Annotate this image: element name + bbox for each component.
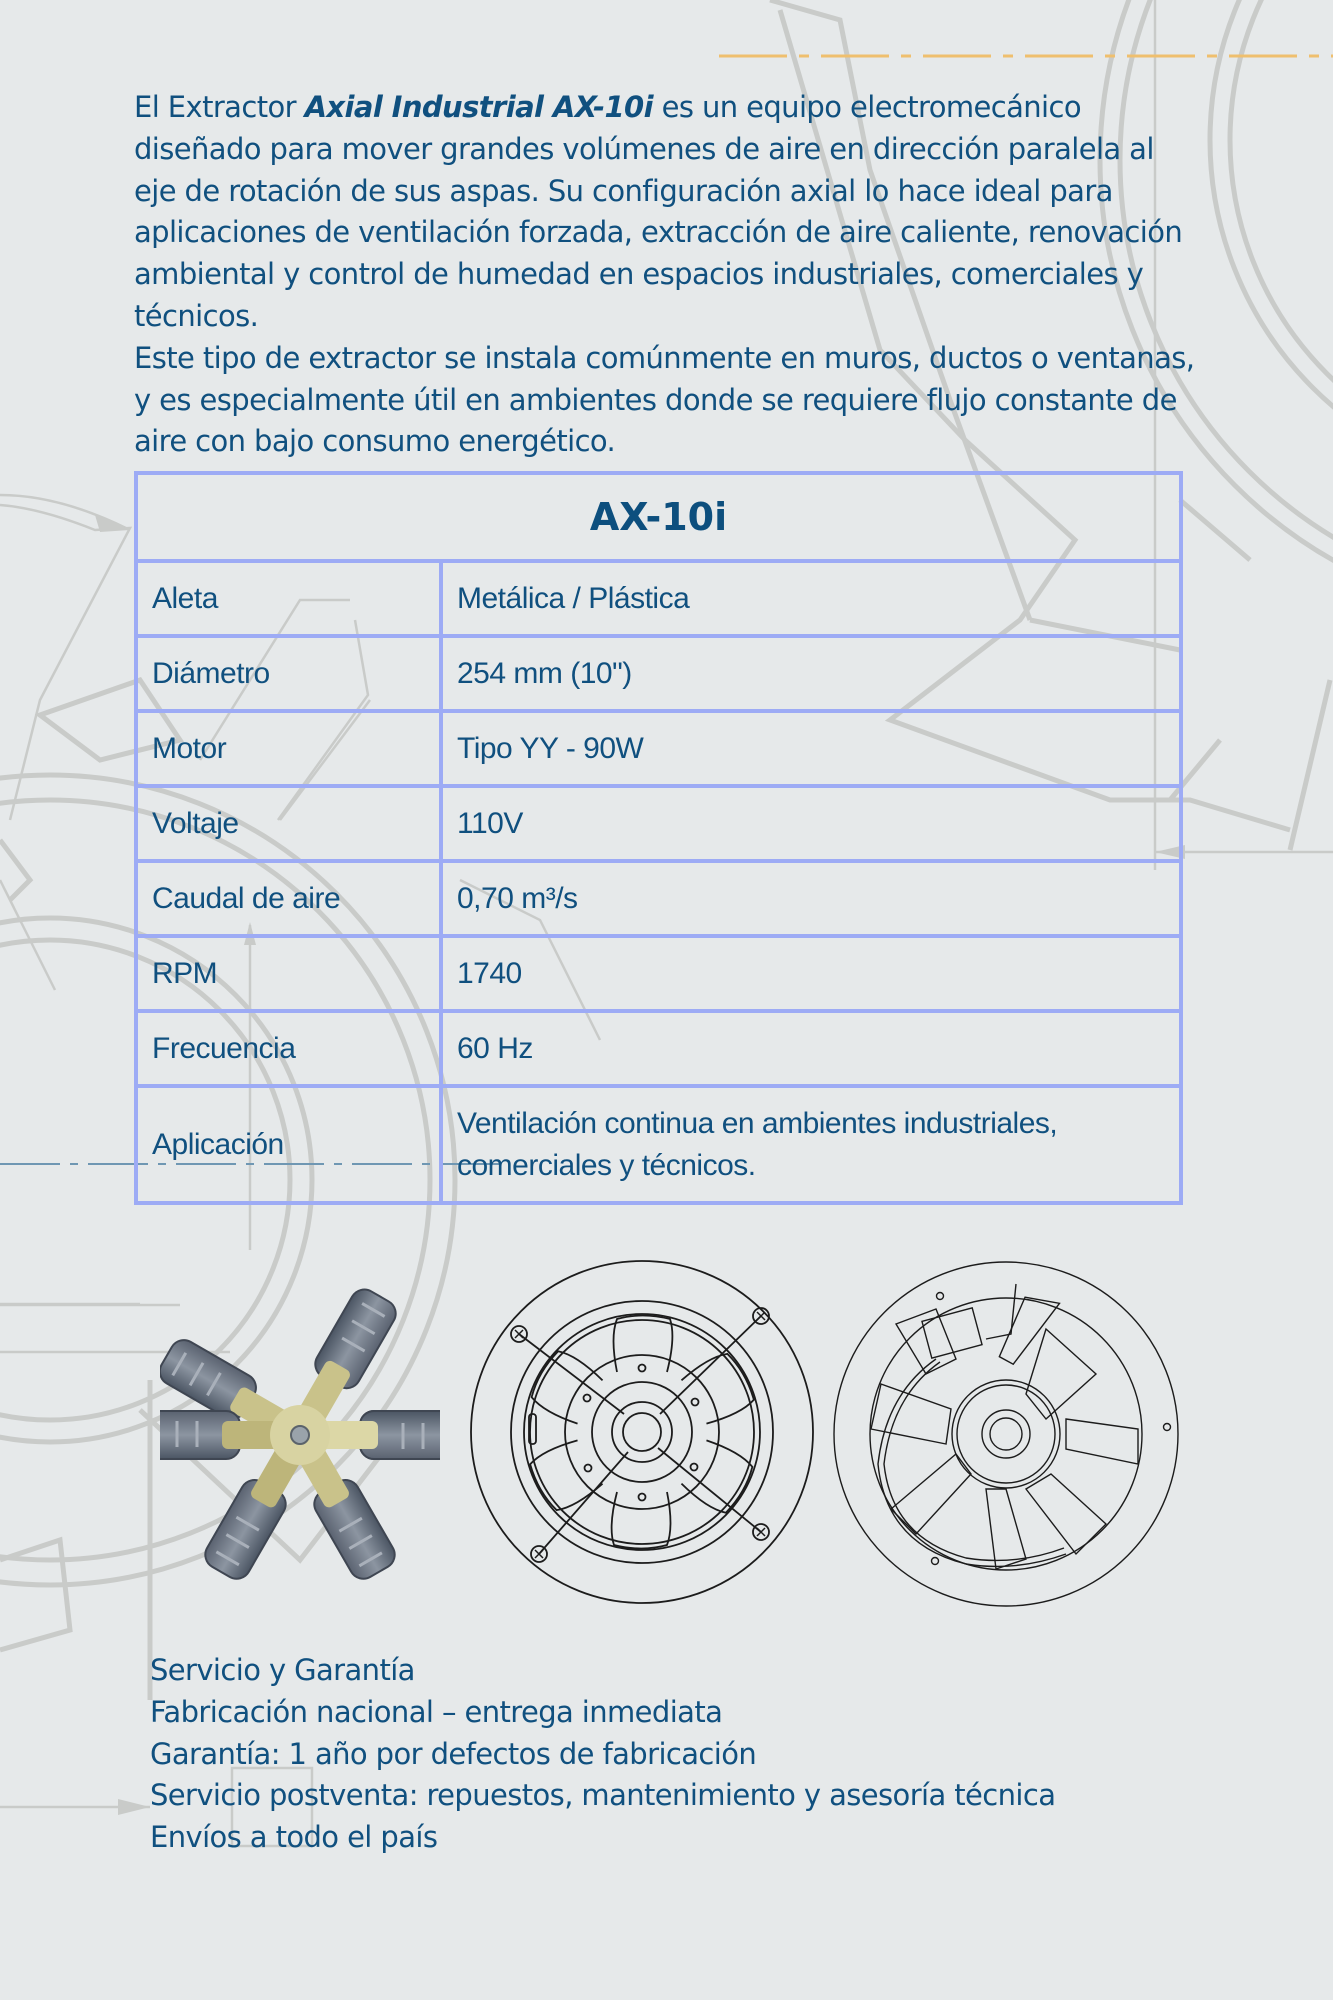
spec-row-aleta bbox=[136, 561, 1181, 636]
spec-value: Metálica / Plástica bbox=[441, 561, 1181, 636]
spec-value: 0,70 m³/s bbox=[441, 861, 1181, 936]
spec-label: Aleta bbox=[136, 561, 441, 636]
spec-row-caudal bbox=[136, 861, 1181, 936]
spec-row-aplicacion bbox=[136, 1086, 1181, 1203]
fan-rear-drawing-icon bbox=[832, 1260, 1180, 1608]
description-paragraph-2: Este tipo de extractor se instala comúnmente en muros, ductos o ventanas, y es especialmente útil en ambientes donde se requiere flujo constante de aire con bajo consumo energético. bbox=[134, 340, 1195, 459]
spec-label: Aplicación bbox=[136, 1086, 441, 1203]
spec-value: 254 mm (10") bbox=[441, 636, 1181, 711]
spec-row-rpm bbox=[136, 936, 1181, 1011]
spec-value: Tipo YY - 90W bbox=[441, 711, 1181, 786]
service-line: Fabricación nacional – entrega inmediata bbox=[150, 1694, 723, 1729]
spec-label: Caudal de aire bbox=[136, 861, 441, 936]
spec-row-frecuencia bbox=[136, 1011, 1181, 1086]
spec-value: Ventilación continua en ambientes industriales, comerciales y técnicos. bbox=[441, 1086, 1181, 1203]
spec-value: 110V bbox=[441, 786, 1181, 861]
product-figures bbox=[0, 1250, 1333, 1630]
spec-label: Motor bbox=[136, 711, 441, 786]
spec-row-voltaje bbox=[136, 786, 1181, 861]
spec-table-title: AX-10i bbox=[136, 473, 1181, 561]
product-name-emphasis: Axial Industrial AX-10i bbox=[304, 90, 653, 124]
spec-label: Frecuencia bbox=[136, 1011, 441, 1086]
service-line: Envíos a todo el país bbox=[150, 1820, 438, 1855]
service-heading: Servicio y Garantía bbox=[150, 1653, 415, 1687]
spec-table-header bbox=[136, 473, 1181, 561]
spec-row-motor bbox=[136, 711, 1181, 786]
spec-label: Voltaje bbox=[136, 786, 441, 861]
spec-label: RPM bbox=[136, 936, 441, 1011]
spec-row-diametro bbox=[136, 636, 1181, 711]
spec-value: 60 Hz bbox=[441, 1011, 1181, 1086]
description-paragraph-1: El Extractor Axial Industrial AX-10i es un equipo electromecánico diseñado para mover grandes volúmenes de aire en dirección paralela al eje de rotación de sus aspas. Su configuración axial lo hace ideal para aplicaciones de ventilación forzada, extracción de aire caliente, renovación ambiental y control de humedad en espacios industriales, comerciales y técnicos. bbox=[134, 90, 1183, 333]
spec-value: 1740 bbox=[441, 936, 1181, 1011]
service-line: Garantía: 1 año por defectos de fabricación bbox=[150, 1736, 757, 1771]
product-description bbox=[134, 87, 1204, 463]
spec-table bbox=[134, 471, 1183, 1205]
fan-front-drawing-icon bbox=[468, 1258, 816, 1606]
service-line: Servicio postventa: repuestos, mantenimiento y asesoría técnica bbox=[150, 1778, 1056, 1813]
fan-blade-icon bbox=[160, 1270, 440, 1600]
spec-label: Diámetro bbox=[136, 636, 441, 711]
service-warranty-section bbox=[150, 1650, 1055, 1859]
